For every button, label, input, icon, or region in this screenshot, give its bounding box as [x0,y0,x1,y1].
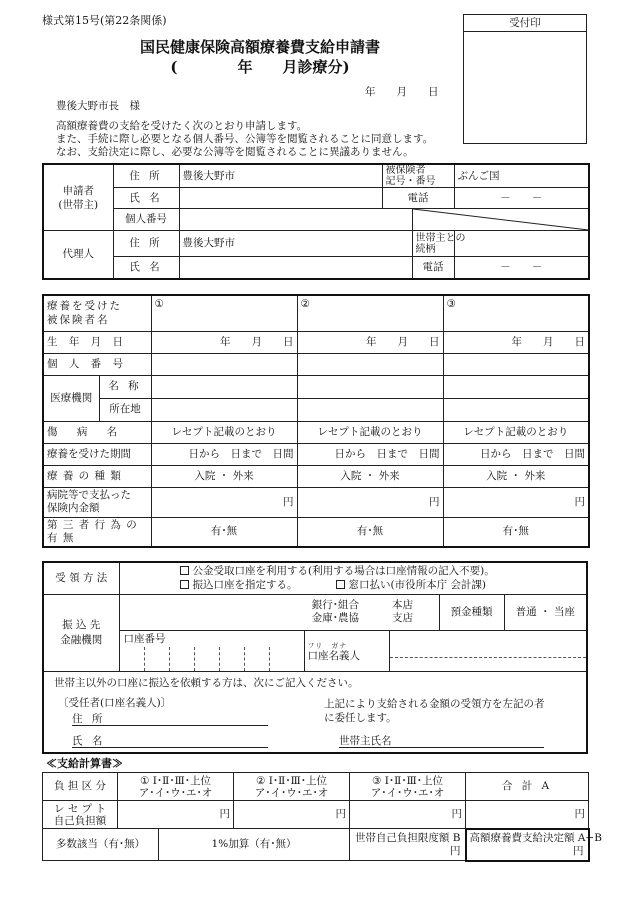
total-amount[interactable]: 円 [466,801,589,829]
delegate-label: 〔受任者(口座名義人)〕 [58,697,172,709]
branch-field[interactable]: 本店 支店 [389,594,439,630]
agent-name-field[interactable] [179,257,412,279]
stamp-label: 受付印 [464,15,586,32]
account-holder-field[interactable] [389,630,586,672]
householder-name-label: 世帯主氏名 [339,735,392,747]
delegate-address-field[interactable] [72,713,268,726]
deposit-type-label: 預金種類 [439,594,504,630]
account-holder-label: 口座名義人 [307,649,360,662]
patient-col-3[interactable]: ③ [443,295,589,331]
receipt-table [44,563,586,672]
institution-address-3[interactable] [443,398,589,421]
applicant-address-value[interactable]: 豊後大野市 [179,164,382,188]
bank-name-field[interactable]: 銀行･組合 金庫･農協 [119,594,389,630]
institution-address-1[interactable] [151,398,297,421]
paid-amount-label: 病院等で支払った 保険内金額 [43,487,151,517]
disease-label: 傷 病 名 [43,421,151,443]
agent-address-label: 住 所 [113,231,179,257]
householder-name-field[interactable] [339,735,544,748]
mynumber-field-3[interactable] [443,353,589,375]
form-number: 様式第15号(第22条関係) [42,14,167,27]
institution-name-label: 名 称 [99,375,151,398]
account-holder-label-cell [304,630,389,672]
option-public-account[interactable] [180,564,584,578]
receipt-burden-2[interactable]: 円 [234,801,350,829]
checkbox-icon[interactable] [180,580,189,589]
paid-amount-3[interactable]: 円 [443,487,589,517]
intro-line: また、手続に際し必要となる個人番号、公簿等を閲覧されることに同意します。 [56,133,434,145]
intro-line: 高額療養費の支給を受けたく次のとおり申請します。 [56,120,308,132]
burden-col-3[interactable]: ③ Ⅰ･Ⅱ･Ⅲ･上位 ア･イ･ウ･エ･オ [350,773,466,801]
burden-label: 負 担 区 分 [43,773,118,801]
insured-number-label: 被保険者 記号・番号 [382,164,454,188]
institution-name-3[interactable] [443,375,589,398]
checkbox-icon[interactable] [336,580,345,589]
patient-name-label: 療養を受けた 被保険者名 [43,295,151,331]
period-label: 療養を受けた期間 [43,443,151,465]
birth-value-2[interactable]: 年 月 日 [297,331,443,353]
period-value-3[interactable]: 日から 日まで 日間 [443,443,589,465]
bank-label: 振 込 先 金融機関 [44,594,119,672]
applicant-mynumber-label: 個人番号 [113,209,179,231]
delegate-name-field[interactable] [72,735,268,748]
applicant-name-label: 氏 名 [113,188,179,209]
reception-stamp-box [463,14,587,144]
receipt-section [42,561,588,754]
receipt-burden-1[interactable]: 円 [118,801,234,829]
medical-institution-label: 医療機関 [43,375,99,421]
delegation-intro: 世帯主以外の口座に振込を依頼する方は、次にご記入ください。 [54,677,359,689]
insured-number-value[interactable]: ぶんご国 [454,164,589,188]
applicant-mynumber-field[interactable] [179,209,412,231]
deposit-type-value[interactable]: 普通 ・ 当座 [504,594,586,630]
form-title: 国民健康保険高額療養費支給申請書 [139,38,380,56]
paid-amount-2[interactable]: 円 [297,487,443,517]
institution-address-label: 所在地 [99,398,151,421]
paid-amount-1[interactable]: 円 [151,487,297,517]
birth-value-3[interactable]: 年 月 日 [443,331,589,353]
holder-ruby: フリ ガナ [307,641,348,650]
receipt-method-label: 受 領 方 法 [44,563,119,594]
mynumber-diagonal [412,209,589,231]
third-party-label: 第 三 者 行 為 の 有 無 [43,517,151,547]
applicant-address-label: 住 所 [113,164,179,188]
option-transfer-text: 振込口座を指定する。 [192,579,298,592]
total-label: 合 計 A [466,773,589,801]
mynumber-field-1[interactable] [151,353,297,375]
disease-value-3[interactable]: レセプト記載のとおり [443,421,589,443]
surcharge-label[interactable]: 1%加算（有･無） [159,829,350,861]
care-type-2[interactable]: 入院 ・ 外来 [297,465,443,487]
decision-yen: 円 [573,844,584,857]
addressee: 豊後大野市長 様 [56,100,140,112]
intro-text [56,120,433,159]
patients-table [42,294,590,548]
institution-name-2[interactable] [297,375,443,398]
agent-label: 代理人 [43,231,113,279]
third-party-3[interactable]: 有･無 [443,517,589,547]
delegation-text: 上記により支給される金額の受領方を左記の者 に委任します。 [324,698,545,724]
applicant-phone-value[interactable]: － － [454,188,589,209]
limit-yen: 円 [450,844,461,857]
limit-cell[interactable] [350,829,466,861]
account-number-label: 口座番号 [123,632,166,645]
burden-col-2[interactable]: ② Ⅰ･Ⅱ･Ⅲ･上位 ア･イ･ウ･エ･オ [234,773,350,801]
disease-value-2[interactable]: レセプト記載のとおり [297,421,443,443]
account-number-field[interactable] [119,630,304,672]
delegate-name-label: 氏 名 [72,735,106,747]
birth-value-1[interactable]: 年 月 日 [151,331,297,353]
third-party-1[interactable]: 有･無 [151,517,297,547]
third-party-2[interactable]: 有･無 [297,517,443,547]
applicant-phone-label: 電話 [382,188,454,209]
agent-phone-value[interactable]: － － [454,257,589,279]
decision-cell[interactable] [466,829,602,861]
receipt-burden-label: レ セ プ ト 自己負担額 [43,801,118,829]
agent-address-value[interactable]: 豊後大野市 [179,231,412,257]
period-value-2[interactable]: 日から 日まで 日間 [297,443,443,465]
patient-col-2[interactable]: ② [297,295,443,331]
application-date: 年 月 日 [365,86,439,98]
option-transfer[interactable] [180,578,584,592]
form-period: ( 年 月診療分) [170,58,350,76]
applicant-label: 申請者 (世帯主) [43,164,113,231]
receipt-burden-3[interactable]: 円 [350,801,466,829]
period-value-1[interactable]: 日から 日まで 日間 [151,443,297,465]
institution-name-1[interactable] [151,375,297,398]
calc-heading: ≪支給計算書≫ [46,757,123,770]
burden-col-1[interactable]: ① Ⅰ･Ⅱ･Ⅲ･上位 ア･イ･ウ･エ･オ [118,773,234,801]
birth-label: 生 年 月 日 [43,331,151,353]
limit-label: 世帯自己負担限度額 B [354,831,461,844]
agent-relation-field[interactable] [454,231,589,257]
multiple-label[interactable]: 多数該当（有･無） [43,829,159,861]
decision-label: 高額療養費支給決定額 A−B [469,831,602,844]
option-counter-text: 窓口払い(市役所本庁 会計課) [348,579,487,592]
calc-table [42,772,602,862]
patient-col-1[interactable]: ① [151,295,297,331]
agent-name-label: 氏 名 [113,257,179,279]
delegate-address-label: 住 所 [72,713,106,725]
checkbox-icon[interactable] [180,566,189,575]
mynumber-field-2[interactable] [297,353,443,375]
care-type-3[interactable]: 入院 ・ 外来 [443,465,589,487]
intro-line: なお、支給決定に際し、必要な公簿等を閲覧されることに異議ありません。 [56,146,414,158]
institution-address-2[interactable] [297,398,443,421]
agent-phone-label: 電話 [412,257,454,279]
applicant-table [42,163,590,280]
care-type-label: 療 養 の 種 類 [43,465,151,487]
mynumber-label: 個 人 番 号 [43,353,151,375]
care-type-1[interactable]: 入院 ・ 外来 [151,465,297,487]
receipt-options [119,563,586,594]
disease-value-1[interactable]: レセプト記載のとおり [151,421,297,443]
agent-relation-label: 世帯主との 続柄 [412,231,454,257]
option-public-account-text: 公金受取口座を利用する(利用する場合は口座情報の記入不要)。 [192,565,495,578]
applicant-name-field[interactable] [179,188,382,209]
diagonal-line [413,209,589,230]
